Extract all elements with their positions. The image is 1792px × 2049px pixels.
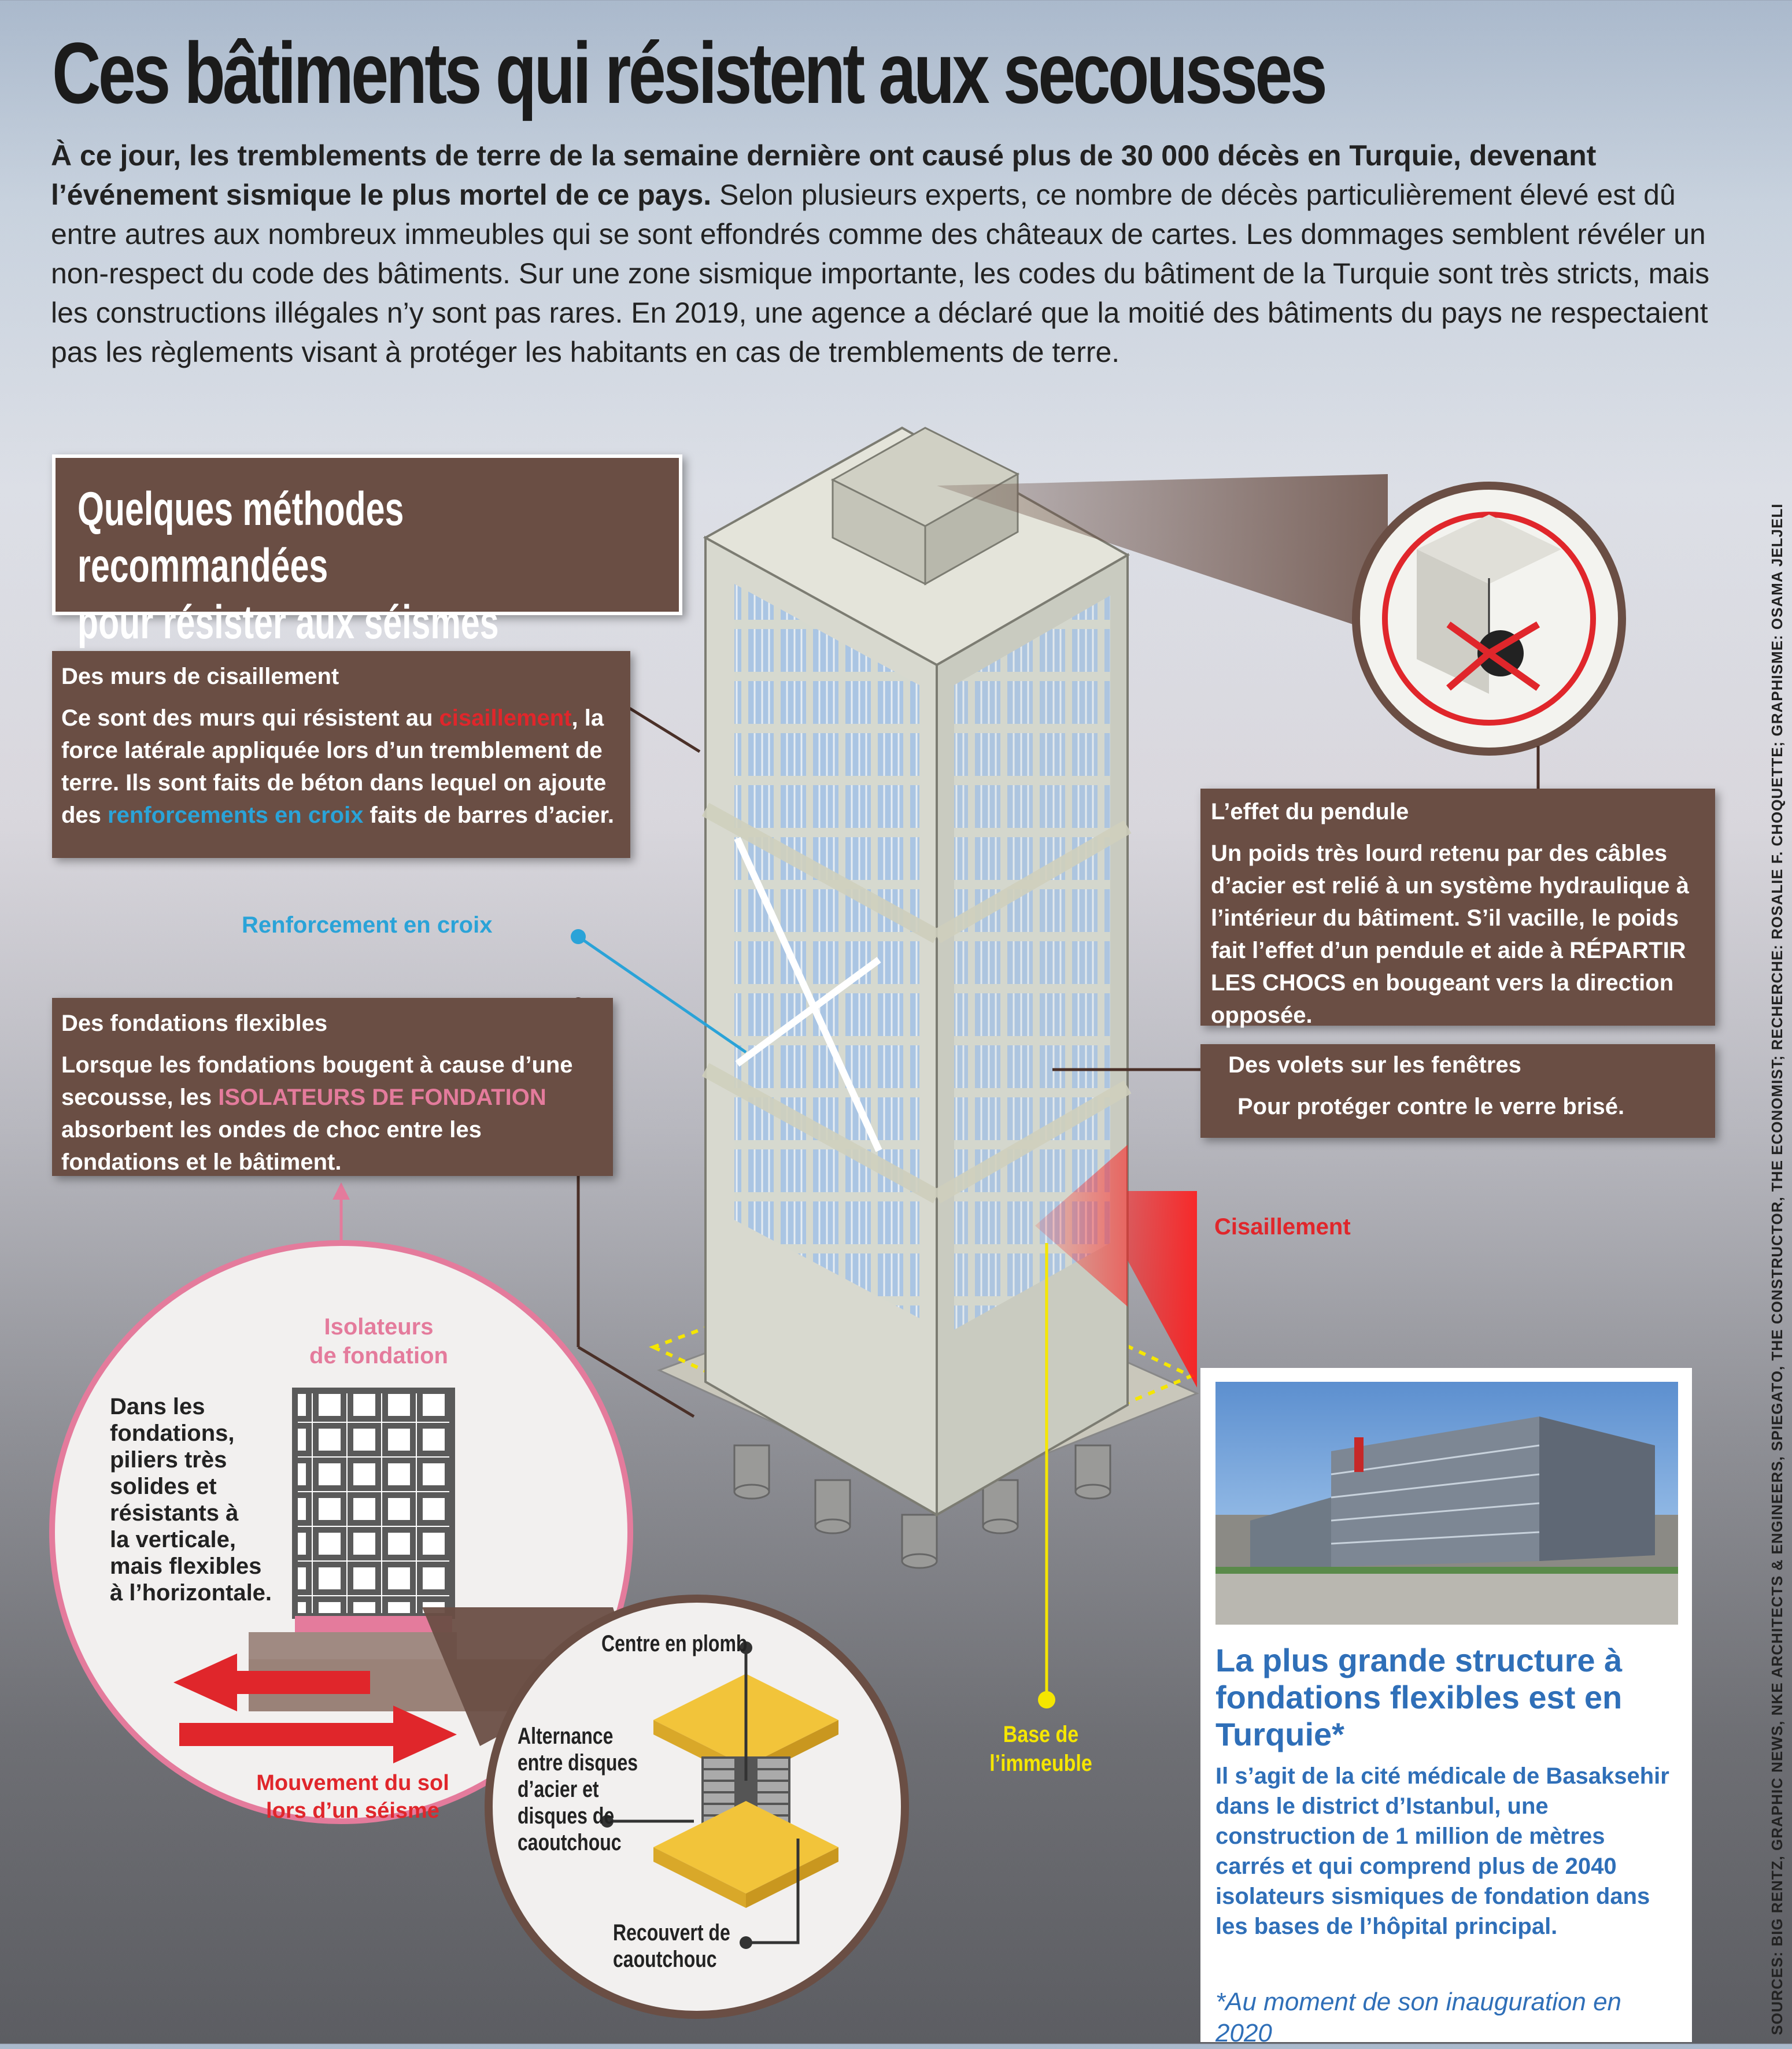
shear-walls-body: [61, 702, 621, 831]
desc-line: piliers très: [110, 1447, 227, 1473]
alt-line: d’acier et: [518, 1777, 599, 1802]
base-label-line2: l’immeuble: [989, 1751, 1092, 1776]
hospital-image: [1215, 1382, 1678, 1625]
card-footnote: *Au moment de son inauguration en 2020: [1215, 1988, 1622, 2047]
hospital-photo: [1215, 1382, 1678, 1625]
shutters-title: Des volets sur les fenêtres: [1228, 1052, 1521, 1078]
cover-line-2: caoutchouc: [613, 1947, 717, 1972]
shear-text-2: , la force latérale appliquée lors d’un tremblement de terre. Ils sont faits de béton dans lequel on ajoute des: [61, 705, 607, 828]
isolators-circle-title: [292, 1312, 465, 1370]
movement-line-2: lors d’un séisme: [266, 1799, 439, 1823]
building-base-label: [967, 1720, 1115, 1778]
sources-credit: SOURCES: BIG RENTZ, GRAPHIC NEWS, NKE ARCHITECTS & ENGINEERS, SPIEGATO, THE CONSTRUCTOR, THE ECONOMIST; RECHERCHE: ROSALIE F. CHOQUETTE; GRAPHISME: OSAMA JELJELI: [1768, 503, 1786, 2035]
rubber-cover-label: [613, 1919, 730, 1973]
building-icon: [295, 1390, 452, 1616]
pendulum-body: [1211, 837, 1705, 1031]
methods-box: [52, 454, 682, 649]
foundations-text-1: Lorsque les fondations bougent à cause d’une secousse, les: [61, 1052, 573, 1110]
ground-movement-label: [243, 1769, 463, 1825]
card-body: Il s’agit de la cité médicale de Basaksehir dans le district d’Istanbul, une construction de 1 million de mètres carrés et qui comprend plus de 2040 isolateurs sismiques de fondation dans les bases de l’hôpital principal.: [1215, 1763, 1669, 1939]
foundations-title: Des fondations flexibles: [61, 1011, 328, 1036]
foundations-body: [61, 1049, 604, 1178]
pendulum-box: [1200, 789, 1715, 1026]
card-title: La plus grande structure à fondations flexibles est en Turquie*: [1215, 1642, 1623, 1752]
movement-line-1: Mouvement du sol: [256, 1771, 449, 1795]
shear-text-3: faits de barres d’acier.: [363, 802, 614, 828]
cover-line-1: Recouvert de: [613, 1920, 730, 1946]
alternating-discs-label: [518, 1723, 638, 1856]
shear-force-label: Cisaillement: [1214, 1214, 1351, 1240]
shutters-body: Pour protéger contre le verre brisé.: [1237, 1094, 1625, 1119]
methods-line2: pour résister aux séismes: [77, 596, 499, 649]
page-title: Ces bâtiments qui résistent aux secousses: [52, 24, 1325, 121]
desc-line: Dans les: [110, 1394, 205, 1419]
pendulum-text-2: en bougeant vers la direction opposée.: [1211, 970, 1674, 1028]
alt-line: Alternance: [518, 1723, 614, 1749]
shear-highlight: cisaillement: [439, 705, 572, 731]
methods-title: [77, 481, 660, 651]
shear-walls-title: Des murs de cisaillement: [61, 664, 339, 689]
pendulum-highlight: RÉPARTIR LES CHOCS: [1211, 938, 1686, 996]
intro-text: Selon plusieurs experts, ce nombre de décès particulièrement élevé est dû entre autres aux nombreux immeubles qui se sont effondrés comme des châteaux de cartes. Les dommages semblent révéler un non-respect du code des bâtiments. Sur une zone sismique importante, les codes du bâtiment de la Turquie sont très stricts, mais les constructions illégales n’y sont pas rares. En 2019, une agence a déclaré que la moitié des bâtiments du pays ne respectaient pas les règlements visant à protéger les habitants en cas de tremblements de terre.: [51, 179, 1710, 368]
alt-line: entre disques: [518, 1750, 638, 1776]
cross-highlight: renforcements en croix: [108, 802, 364, 828]
alt-line: disques de: [518, 1803, 615, 1829]
basaksehir-card: [1200, 1368, 1692, 2047]
shutters-box: [1200, 1044, 1715, 1138]
intro-paragraph: [51, 136, 1728, 372]
desc-line: solides et: [110, 1474, 217, 1499]
foundations-box: [52, 998, 613, 1176]
isolators-title-2: de fondation: [309, 1343, 448, 1369]
cross-bracing-label: Renforcement en croix: [242, 912, 493, 938]
foundations-text-2: absorbent les ondes de choc entre les fondations et le bâtiment.: [61, 1117, 482, 1175]
desc-line: résistants à: [110, 1500, 239, 1526]
desc-line: mais flexibles: [110, 1554, 262, 1579]
isolators-description: [110, 1393, 283, 1606]
desc-line: la verticale,: [110, 1527, 236, 1552]
building-left-windows: [734, 584, 919, 1318]
desc-line: fondations,: [110, 1421, 235, 1446]
lead-center-label: Centre en plomb: [601, 1631, 748, 1656]
isolators-title-1: Isolateurs: [324, 1314, 434, 1340]
base-label-line1: Base de: [1003, 1722, 1079, 1747]
desc-line: à l’horizontale.: [110, 1580, 272, 1606]
intro-bold: À ce jour, les tremblements de terre de la semaine dernière ont causé plus de 30 000 décès en Turquie, devenant l’événement sismique le plus mortel de ce pays.: [51, 139, 1597, 211]
alt-line: caoutchouc: [518, 1830, 622, 1855]
pendulum-text-1: Un poids très lourd retenu par des câbles d’acier est relié à un système hydraulique à l’intérieur du bâtiment. S’il vacille, le poids fait l’effet d’un pendule et aide à: [1211, 841, 1690, 963]
methods-line1: Quelques méthodes recommandées: [77, 483, 404, 592]
pendulum-title: L’effet du pendule: [1211, 799, 1409, 824]
shear-walls-box: [52, 651, 630, 858]
foundations-highlight: ISOLATEURS DE FONDATION: [218, 1085, 546, 1110]
shear-text-1: Ce sont des murs qui résistent au: [61, 705, 439, 731]
